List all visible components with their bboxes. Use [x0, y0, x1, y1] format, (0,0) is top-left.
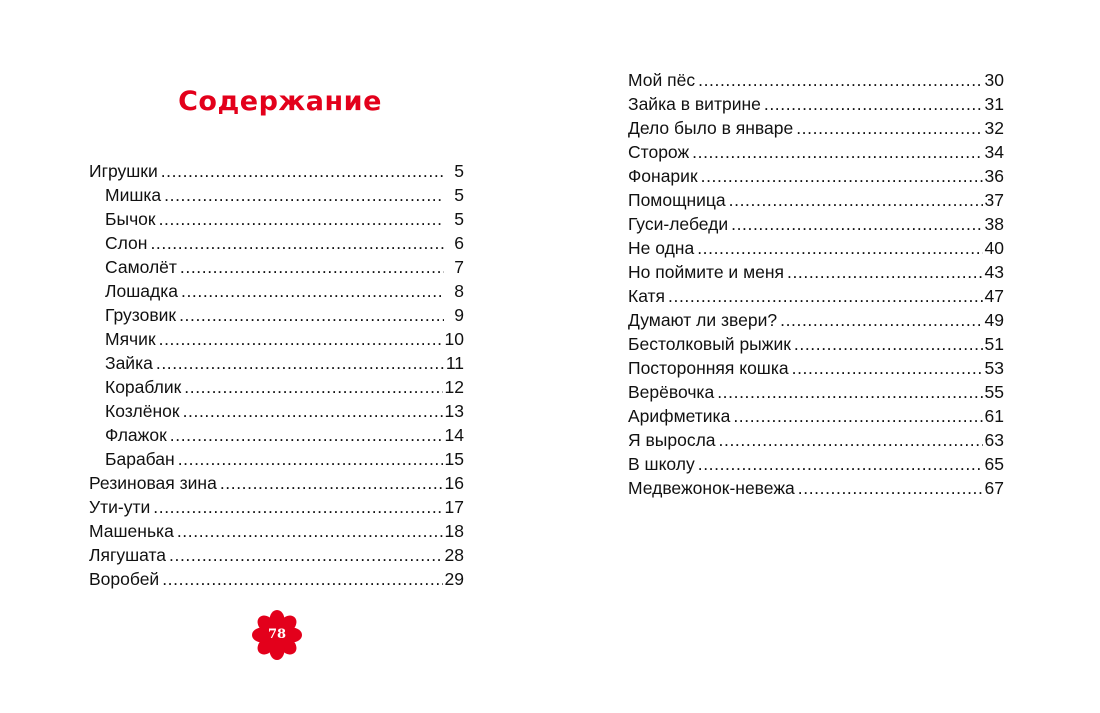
toc-entry — [89, 543, 464, 567]
toc-entry-page: 15 — [444, 449, 464, 469]
toc-leader-dots — [156, 351, 444, 375]
toc-entry-title: Зайка в витрине — [628, 94, 761, 114]
toc-entry-title: Дело было в январе — [628, 118, 794, 138]
toc-entry-title: Думают ли звери? — [628, 310, 778, 330]
toc-entry-title: Мячик — [105, 329, 156, 349]
toc-entry-title: Не одна — [628, 238, 695, 258]
toc-entry — [89, 231, 464, 255]
toc-entry-title: Лошадка — [105, 281, 178, 301]
toc-leader-dots — [698, 452, 983, 476]
toc-entry-page: 11 — [445, 353, 464, 373]
toc-entry — [628, 284, 1004, 308]
toc-leader-dots — [719, 428, 983, 452]
toc-entry-title: Посторонняя кошка — [628, 358, 789, 378]
page-title: Содержание — [178, 86, 382, 118]
toc-entry — [628, 452, 1004, 476]
toc-entry — [628, 356, 1004, 380]
toc-entry-title: Грузовик — [105, 305, 177, 325]
toc-entry-title: Кораблик — [105, 377, 182, 397]
toc-entry — [628, 260, 1004, 284]
toc-leader-dots — [162, 567, 442, 591]
toc-leader-dots — [792, 356, 983, 380]
toc-entry-title: Машенька — [89, 521, 174, 541]
toc-entry — [628, 92, 1004, 116]
toc-entry-page: 9 — [454, 305, 464, 325]
toc-entry — [628, 188, 1004, 212]
toc-entry — [628, 404, 1004, 428]
toc-entry-page: 36 — [984, 166, 1004, 186]
toc-entry-title: Самолёт — [105, 257, 177, 277]
toc-leader-dots — [764, 92, 983, 116]
toc-right-column — [628, 68, 1004, 500]
toc-entry-page: 47 — [984, 286, 1004, 306]
toc-entry — [628, 212, 1004, 236]
toc-entry — [89, 471, 464, 495]
toc-entry — [89, 375, 464, 399]
toc-entry — [89, 519, 464, 543]
toc-entry-page: 7 — [454, 257, 464, 277]
toc-entry — [628, 380, 1004, 404]
toc-entry-title: Мой пёс — [628, 70, 696, 90]
page-number-badge — [252, 610, 302, 660]
toc-entry-page: 18 — [444, 521, 464, 541]
toc-leader-dots — [181, 279, 444, 303]
toc-entry-page: 16 — [444, 473, 464, 493]
toc-entry-page: 13 — [444, 401, 464, 421]
toc-entry-title: Флажок — [105, 425, 167, 445]
toc-entry-title: Верёвочка — [628, 382, 715, 402]
toc-entry-title: Воробей — [89, 569, 160, 589]
toc-leader-dots — [159, 327, 443, 351]
toc-entry-page: 5 — [454, 185, 464, 205]
toc-leader-dots — [161, 159, 444, 183]
toc-leader-dots — [159, 207, 444, 231]
toc-entry-page: 31 — [984, 94, 1004, 114]
toc-leader-dots — [717, 380, 982, 404]
toc-entry-title: Помощница — [628, 190, 726, 210]
toc-entry-page: 5 — [454, 161, 464, 181]
toc-entry-page: 30 — [984, 70, 1004, 90]
toc-entry-title: Арифметика — [628, 406, 731, 426]
toc-leader-dots — [180, 255, 444, 279]
toc-entry-page: 17 — [444, 497, 464, 517]
toc-entry-page: 37 — [984, 190, 1004, 210]
toc-entry — [628, 428, 1004, 452]
toc-entry-page: 61 — [984, 406, 1004, 426]
toc-leader-dots — [169, 543, 442, 567]
toc-leader-dots — [668, 284, 982, 308]
toc-entry — [89, 255, 464, 279]
toc-entry — [628, 68, 1004, 92]
toc-entry — [628, 308, 1004, 332]
toc-entry-title: Бестолковый рыжик — [628, 334, 791, 354]
toc-entry-page: 53 — [984, 358, 1004, 378]
toc-leader-dots — [794, 332, 983, 356]
toc-entry-title: Сторож — [628, 142, 690, 162]
toc-entry — [89, 303, 464, 327]
toc-leader-dots — [733, 404, 982, 428]
toc-leader-dots — [731, 212, 982, 236]
toc-entry — [628, 236, 1004, 260]
toc-entry-title: Фонарик — [628, 166, 698, 186]
toc-entry — [89, 159, 464, 183]
toc-entry — [89, 447, 464, 471]
toc-entry-page: 43 — [984, 262, 1004, 282]
toc-entry — [89, 567, 464, 591]
toc-entry — [89, 423, 464, 447]
toc-entry-page: 29 — [444, 569, 464, 589]
toc-left-column — [89, 159, 464, 591]
toc-entry-title: Я выросла — [628, 430, 716, 450]
toc-leader-dots — [697, 236, 982, 260]
toc-entry — [89, 279, 464, 303]
toc-entry-page: 38 — [984, 214, 1004, 234]
toc-entry — [89, 327, 464, 351]
toc-entry-page: 5 — [454, 209, 464, 229]
toc-leader-dots — [787, 260, 983, 284]
toc-entry-title: В школу — [628, 454, 695, 474]
toc-entry — [89, 351, 464, 375]
toc-entry-page: 14 — [444, 425, 464, 445]
toc-entry-page: 55 — [984, 382, 1004, 402]
toc-entry — [628, 332, 1004, 356]
toc-leader-dots — [780, 308, 982, 332]
toc-entry-page: 63 — [984, 430, 1004, 450]
toc-leader-dots — [798, 476, 983, 500]
toc-entry-page: 6 — [454, 233, 464, 253]
toc-entry — [89, 495, 464, 519]
toc-entry-title: Резиновая зина — [89, 473, 217, 493]
toc-entry-page: 40 — [984, 238, 1004, 258]
toc-entry — [628, 476, 1004, 500]
toc-entry-title: Козлёнок — [105, 401, 180, 421]
toc-leader-dots — [796, 116, 982, 140]
toc-leader-dots — [692, 140, 982, 164]
toc-entry-title: Барабан — [105, 449, 175, 469]
toc-entry-title: Игрушки — [89, 161, 158, 181]
toc-entry-title: Слон — [105, 233, 148, 253]
toc-leader-dots — [183, 399, 443, 423]
toc-entry-title: Ути-ути — [89, 497, 151, 517]
toc-entry-page: 12 — [444, 377, 464, 397]
toc-leader-dots — [153, 495, 442, 519]
toc-entry-page: 67 — [984, 478, 1004, 498]
toc-leader-dots — [701, 164, 983, 188]
toc-entry-title: Гуси-лебеди — [628, 214, 729, 234]
toc-leader-dots — [164, 183, 444, 207]
toc-entry-page: 49 — [984, 310, 1004, 330]
toc-leader-dots — [178, 447, 443, 471]
toc-entry-title: Зайка — [105, 353, 153, 373]
toc-entry — [628, 116, 1004, 140]
toc-leader-dots — [698, 68, 982, 92]
toc-entry-page: 8 — [454, 281, 464, 301]
toc-leader-dots — [150, 231, 444, 255]
toc-leader-dots — [220, 471, 443, 495]
toc-entry-title: Лягушата — [89, 545, 167, 565]
toc-entry-page: 10 — [444, 329, 464, 349]
toc-leader-dots — [177, 519, 443, 543]
toc-entry — [628, 140, 1004, 164]
toc-leader-dots — [179, 303, 444, 327]
toc-entry-page: 28 — [444, 545, 464, 565]
toc-entry-page: 32 — [984, 118, 1004, 138]
toc-entry — [89, 399, 464, 423]
toc-entry-title: Медвежонок-невежа — [628, 478, 795, 498]
toc-leader-dots — [184, 375, 442, 399]
toc-leader-dots — [170, 423, 443, 447]
toc-entry-title: Но поймите и меня — [628, 262, 784, 282]
toc-entry — [628, 164, 1004, 188]
page-number: 78 — [267, 627, 287, 642]
toc-entry-page: 51 — [984, 334, 1004, 354]
toc-leader-dots — [729, 188, 983, 212]
toc-entry — [89, 207, 464, 231]
toc-entry-title: Мишка — [105, 185, 162, 205]
toc-entry — [89, 183, 464, 207]
toc-entry-title: Катя — [628, 286, 666, 306]
toc-entry-page: 34 — [984, 142, 1004, 162]
toc-entry-page: 65 — [984, 454, 1004, 474]
toc-entry-title: Бычок — [105, 209, 156, 229]
